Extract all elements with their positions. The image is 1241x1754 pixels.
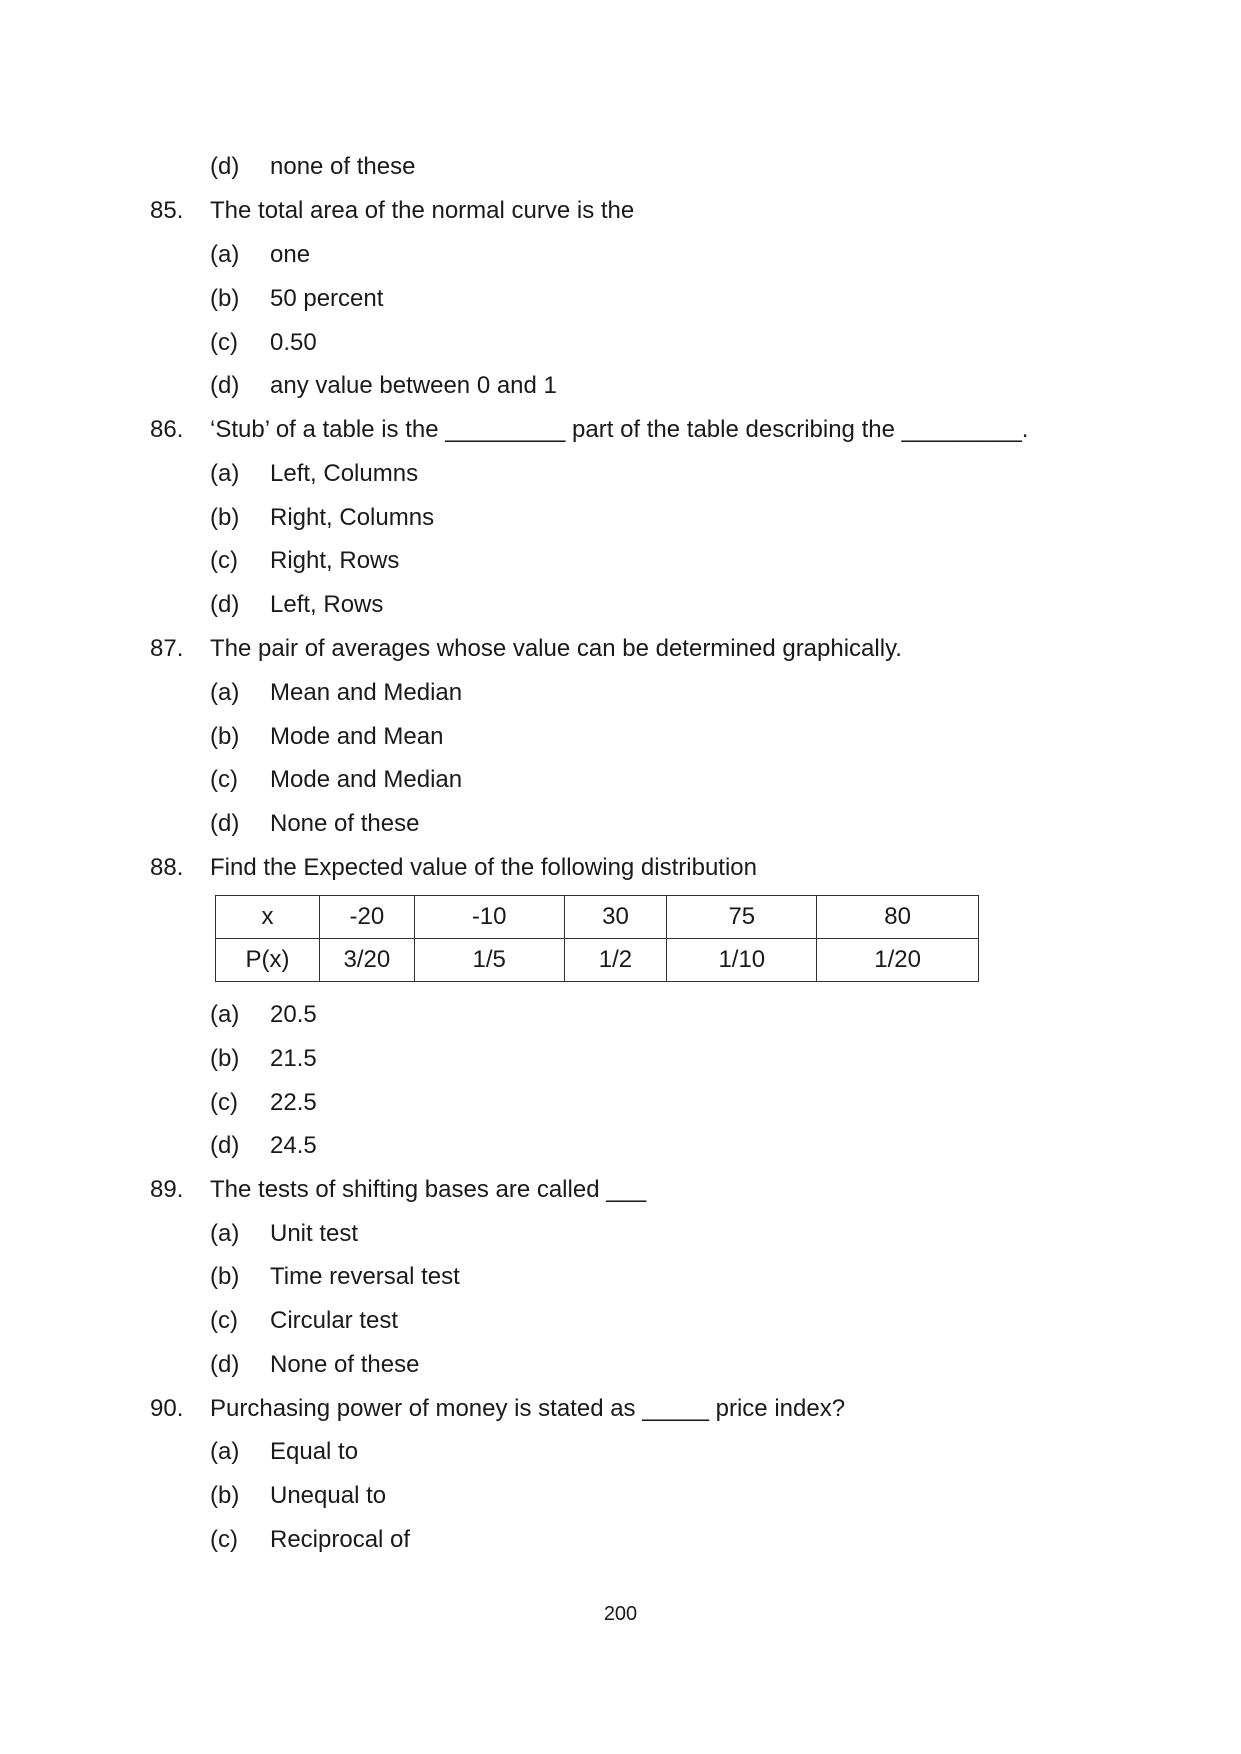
- option-label: (d): [210, 1132, 240, 1159]
- option-label: (a): [210, 1001, 240, 1028]
- option-text: Time reversal test: [270, 1263, 460, 1290]
- option-label: (c): [210, 329, 238, 356]
- question-text: The tests of shifting bases are called ___: [210, 1176, 647, 1203]
- option-label: (c): [210, 766, 238, 793]
- question-text: The total area of the normal curve is the: [210, 197, 635, 224]
- option-label: (b): [210, 285, 240, 312]
- option-label: (b): [210, 1263, 240, 1290]
- option-label: (a): [210, 460, 240, 487]
- option-text: Left, Rows: [270, 591, 384, 618]
- table-row-px: [216, 939, 979, 982]
- option-text: 21.5: [270, 1045, 317, 1072]
- question-text: Purchasing power of money is stated as _____ price index?: [210, 1395, 846, 1422]
- option-label: (b): [210, 723, 240, 750]
- option-label: (d): [210, 1351, 240, 1378]
- option-text: Circular test: [270, 1307, 399, 1334]
- question-text: ‘Stub’ of a table is the _________ part of the table describing the _________.: [210, 416, 1029, 443]
- option-label: (b): [210, 1482, 240, 1509]
- option-text: 0.50: [270, 329, 317, 356]
- option-label: (b): [210, 1045, 240, 1072]
- option-label: (c): [210, 1089, 238, 1116]
- option-label: (b): [210, 504, 240, 531]
- table-cell: 80: [817, 896, 979, 939]
- distribution-table: [215, 895, 979, 982]
- option-text: Unit test: [270, 1220, 359, 1247]
- question-number: 88.: [150, 854, 184, 881]
- question-text: Find the Expected value of the following distribution: [210, 854, 757, 881]
- table-cell: -20: [319, 896, 414, 939]
- table-cell: 1/10: [667, 939, 817, 982]
- question-text: The pair of averages whose value can be determined graphically.: [210, 635, 902, 662]
- option-text: Mean and Median: [270, 679, 463, 706]
- option-text: None of these: [270, 810, 420, 837]
- option-label: (d): [210, 591, 240, 618]
- page-number: 200: [603, 1603, 638, 1625]
- question-number: 87.: [150, 635, 184, 662]
- option-text: Equal to: [270, 1438, 359, 1465]
- option-text: one: [270, 241, 311, 268]
- table-cell: 1/5: [414, 939, 564, 982]
- option-label: (a): [210, 679, 240, 706]
- option-label: (d): [210, 372, 240, 399]
- option-text: any value between 0 and 1: [270, 372, 557, 399]
- question-number: 85.: [150, 197, 184, 224]
- option-label: (d): [210, 810, 240, 837]
- option-label: (c): [210, 547, 238, 574]
- option-label: (c): [210, 1307, 238, 1334]
- option-text: Mode and Median: [270, 766, 463, 793]
- table-cell: 30: [564, 896, 667, 939]
- table-cell: x: [216, 896, 320, 939]
- question-number: 90.: [150, 1395, 184, 1422]
- option-text: Left, Columns: [270, 460, 419, 487]
- option-text: Right, Columns: [270, 504, 435, 531]
- option-label: (a): [210, 1220, 240, 1247]
- table-cell: 1/20: [817, 939, 979, 982]
- table-cell: 75: [667, 896, 817, 939]
- option-text: 50 percent: [270, 285, 384, 312]
- option-text: 24.5: [270, 1132, 317, 1159]
- option-label: (a): [210, 1438, 240, 1465]
- option-text: none of these: [270, 153, 416, 180]
- option-text: 20.5: [270, 1001, 317, 1028]
- option-label: (a): [210, 241, 240, 268]
- option-text: None of these: [270, 1351, 420, 1378]
- option-text: Reciprocal of: [270, 1526, 411, 1553]
- option-text: Unequal to: [270, 1482, 387, 1509]
- table-cell: 3/20: [319, 939, 414, 982]
- option-text: Right, Rows: [270, 547, 400, 574]
- question-number: 86.: [150, 416, 184, 443]
- table-cell: 1/2: [564, 939, 667, 982]
- question-number: 89.: [150, 1176, 184, 1203]
- option-text: Mode and Mean: [270, 723, 444, 750]
- option-label: (d): [210, 153, 240, 180]
- table-cell: P(x): [216, 939, 320, 982]
- table-cell: -10: [414, 896, 564, 939]
- table-row-x: [216, 896, 979, 939]
- option-text: 22.5: [270, 1089, 317, 1116]
- option-label: (c): [210, 1526, 238, 1553]
